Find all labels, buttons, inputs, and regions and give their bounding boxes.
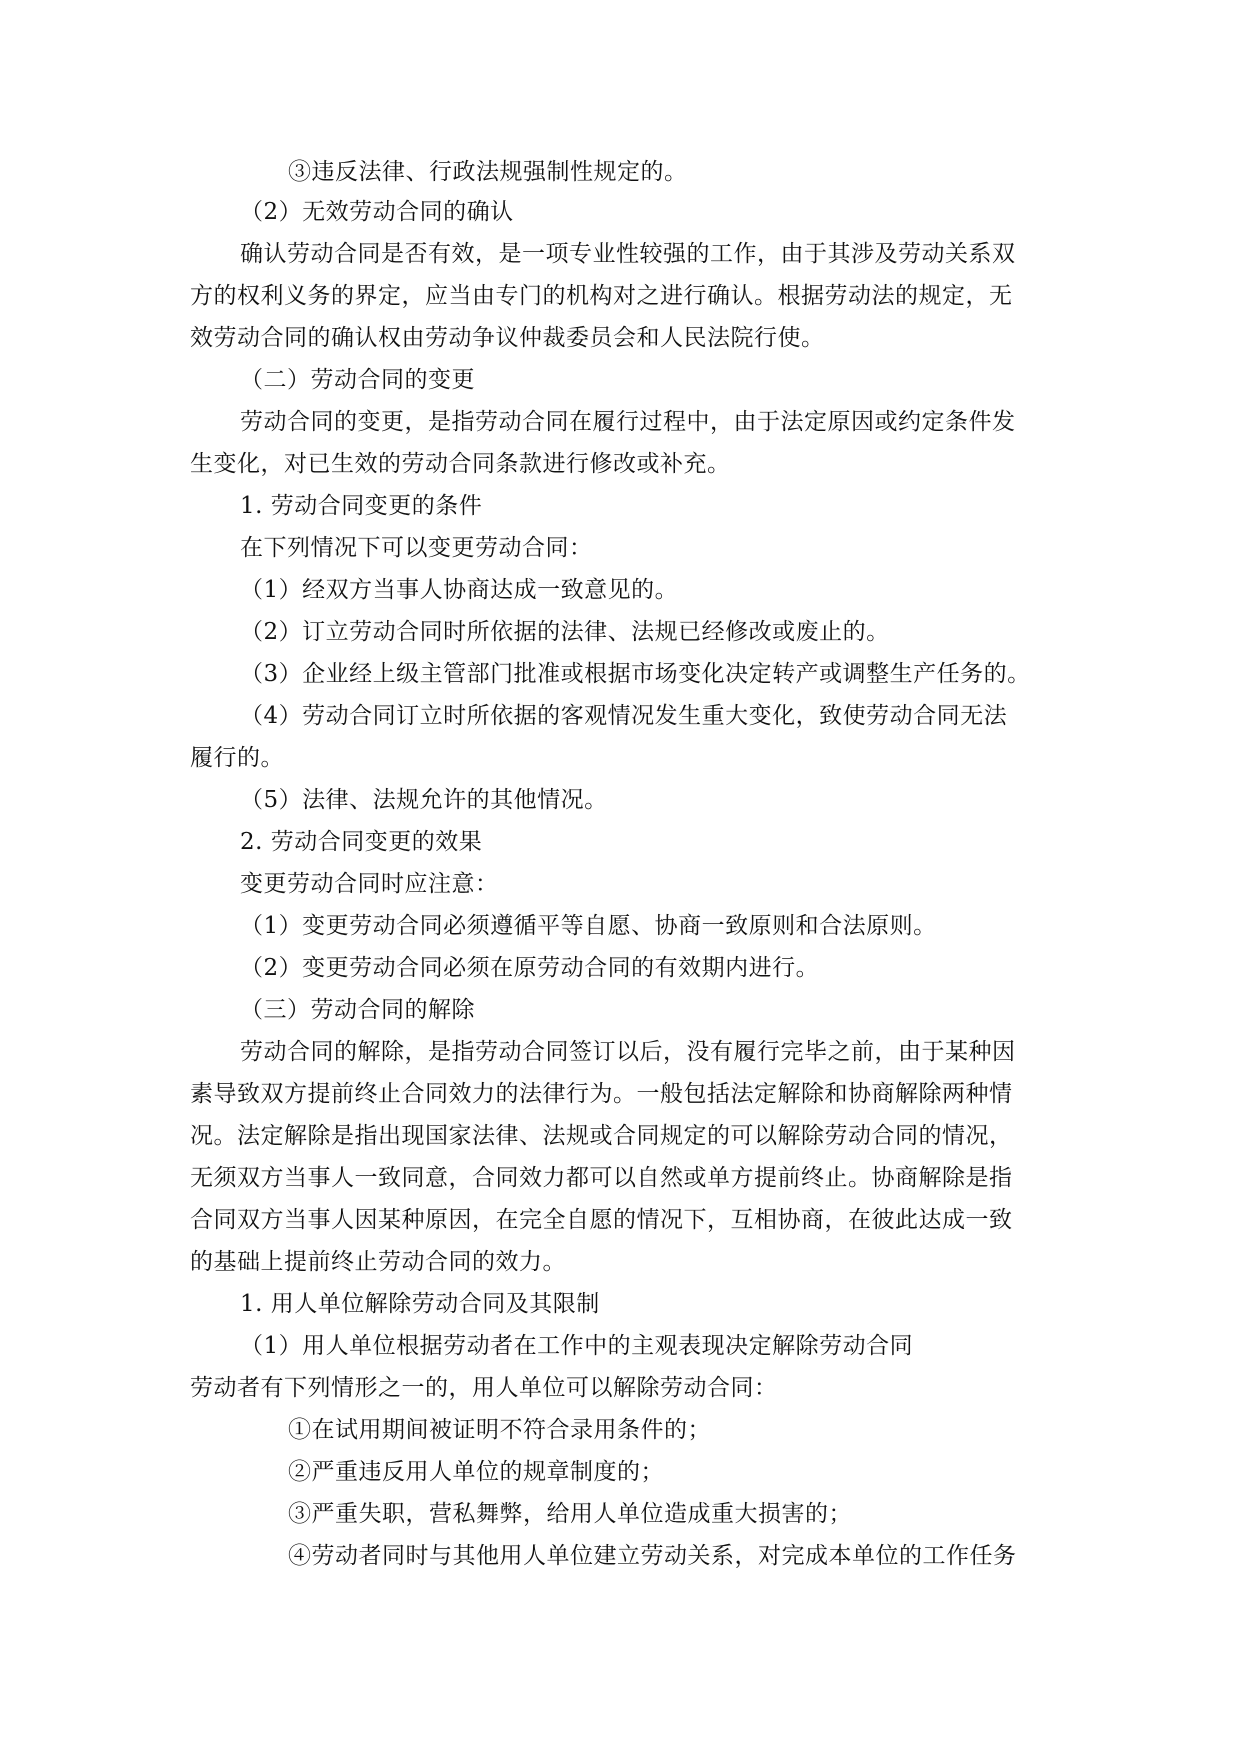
text-line: 无须双方当事人一致同意，合同效力都可以自然或单方提前终止。协商解除是指 <box>190 1165 1013 1191</box>
text-line: （二）劳动合同的变更 <box>240 367 475 393</box>
text-line: （2）无效劳动合同的确认 <box>240 199 514 225</box>
text-line: （4）劳动合同订立时所依据的客观情况发生重大变化，致使劳动合同无法 <box>240 703 1008 729</box>
text-line: 合同双方当事人因某种原因，在完全自愿的情况下，互相协商，在彼此达成一致 <box>190 1207 1013 1233</box>
text-line: ③严重失职，营私舞弊，给用人单位造成重大损害的； <box>288 1501 852 1527</box>
text-line: 履行的。 <box>190 745 284 771</box>
text-line: （3）企业经上级主管部门批准或根据市场变化决定转产或调整生产任务的。 <box>240 661 1031 687</box>
text-line: 劳动合同的变更，是指劳动合同在履行过程中，由于法定原因或约定条件发 <box>240 409 1016 435</box>
text-line: 方的权利义务的界定，应当由专门的机构对之进行确认。根据劳动法的规定，无 <box>190 283 1013 309</box>
text-line: ③违反法律、行政法规强制性规定的。 <box>288 159 688 185</box>
text-line: 1. 用人单位解除劳动合同及其限制 <box>240 1291 600 1317</box>
text-line: 生变化，对已生效的劳动合同条款进行修改或补充。 <box>190 451 731 477</box>
text-line: ②严重违反用人单位的规章制度的； <box>288 1459 664 1485</box>
text-line: 1. 劳动合同变更的条件 <box>240 493 483 519</box>
text-line: 变更劳动合同时应注意： <box>240 871 499 897</box>
text-line: ④劳动者同时与其他用人单位建立劳动关系，对完成本单位的工作任务 <box>288 1543 1017 1569</box>
text-line: 劳动者有下列情形之一的，用人单位可以解除劳动合同： <box>190 1375 778 1401</box>
text-line: ①在试用期间被证明不符合录用条件的； <box>288 1417 711 1443</box>
text-line: （1）经双方当事人协商达成一致意见的。 <box>240 577 679 603</box>
text-line: 素导致双方提前终止合同效力的法律行为。一般包括法定解除和协商解除两种情 <box>190 1081 1013 1107</box>
text-line: 确认劳动合同是否有效，是一项专业性较强的工作，由于其涉及劳动关系双 <box>240 241 1016 267</box>
text-line: 效劳动合同的确认权由劳动争议仲裁委员会和人民法院行使。 <box>190 325 825 351</box>
text-line: 在下列情况下可以变更劳动合同： <box>240 535 593 561</box>
text-line: 况。法定解除是指出现国家法律、法规或合同规定的可以解除劳动合同的情况， <box>190 1123 1013 1149</box>
text-line: （1）变更劳动合同必须遵循平等自愿、协商一致原则和合法原则。 <box>240 913 937 939</box>
text-line: （1）用人单位根据劳动者在工作中的主观表现决定解除劳动合同 <box>240 1333 914 1359</box>
text-line: （5）法律、法规允许的其他情况。 <box>240 787 608 813</box>
text-line: （三）劳动合同的解除 <box>240 997 475 1023</box>
text-line: （2）变更劳动合同必须在原劳动合同的有效期内进行。 <box>240 955 820 981</box>
text-line: 的基础上提前终止劳动合同的效力。 <box>190 1249 566 1275</box>
text-line: 2. 劳动合同变更的效果 <box>240 829 483 855</box>
text-line: 劳动合同的解除，是指劳动合同签订以后，没有履行完毕之前，由于某种因 <box>240 1039 1016 1065</box>
text-line: （2）订立劳动合同时所依据的法律、法规已经修改或废止的。 <box>240 619 890 645</box>
